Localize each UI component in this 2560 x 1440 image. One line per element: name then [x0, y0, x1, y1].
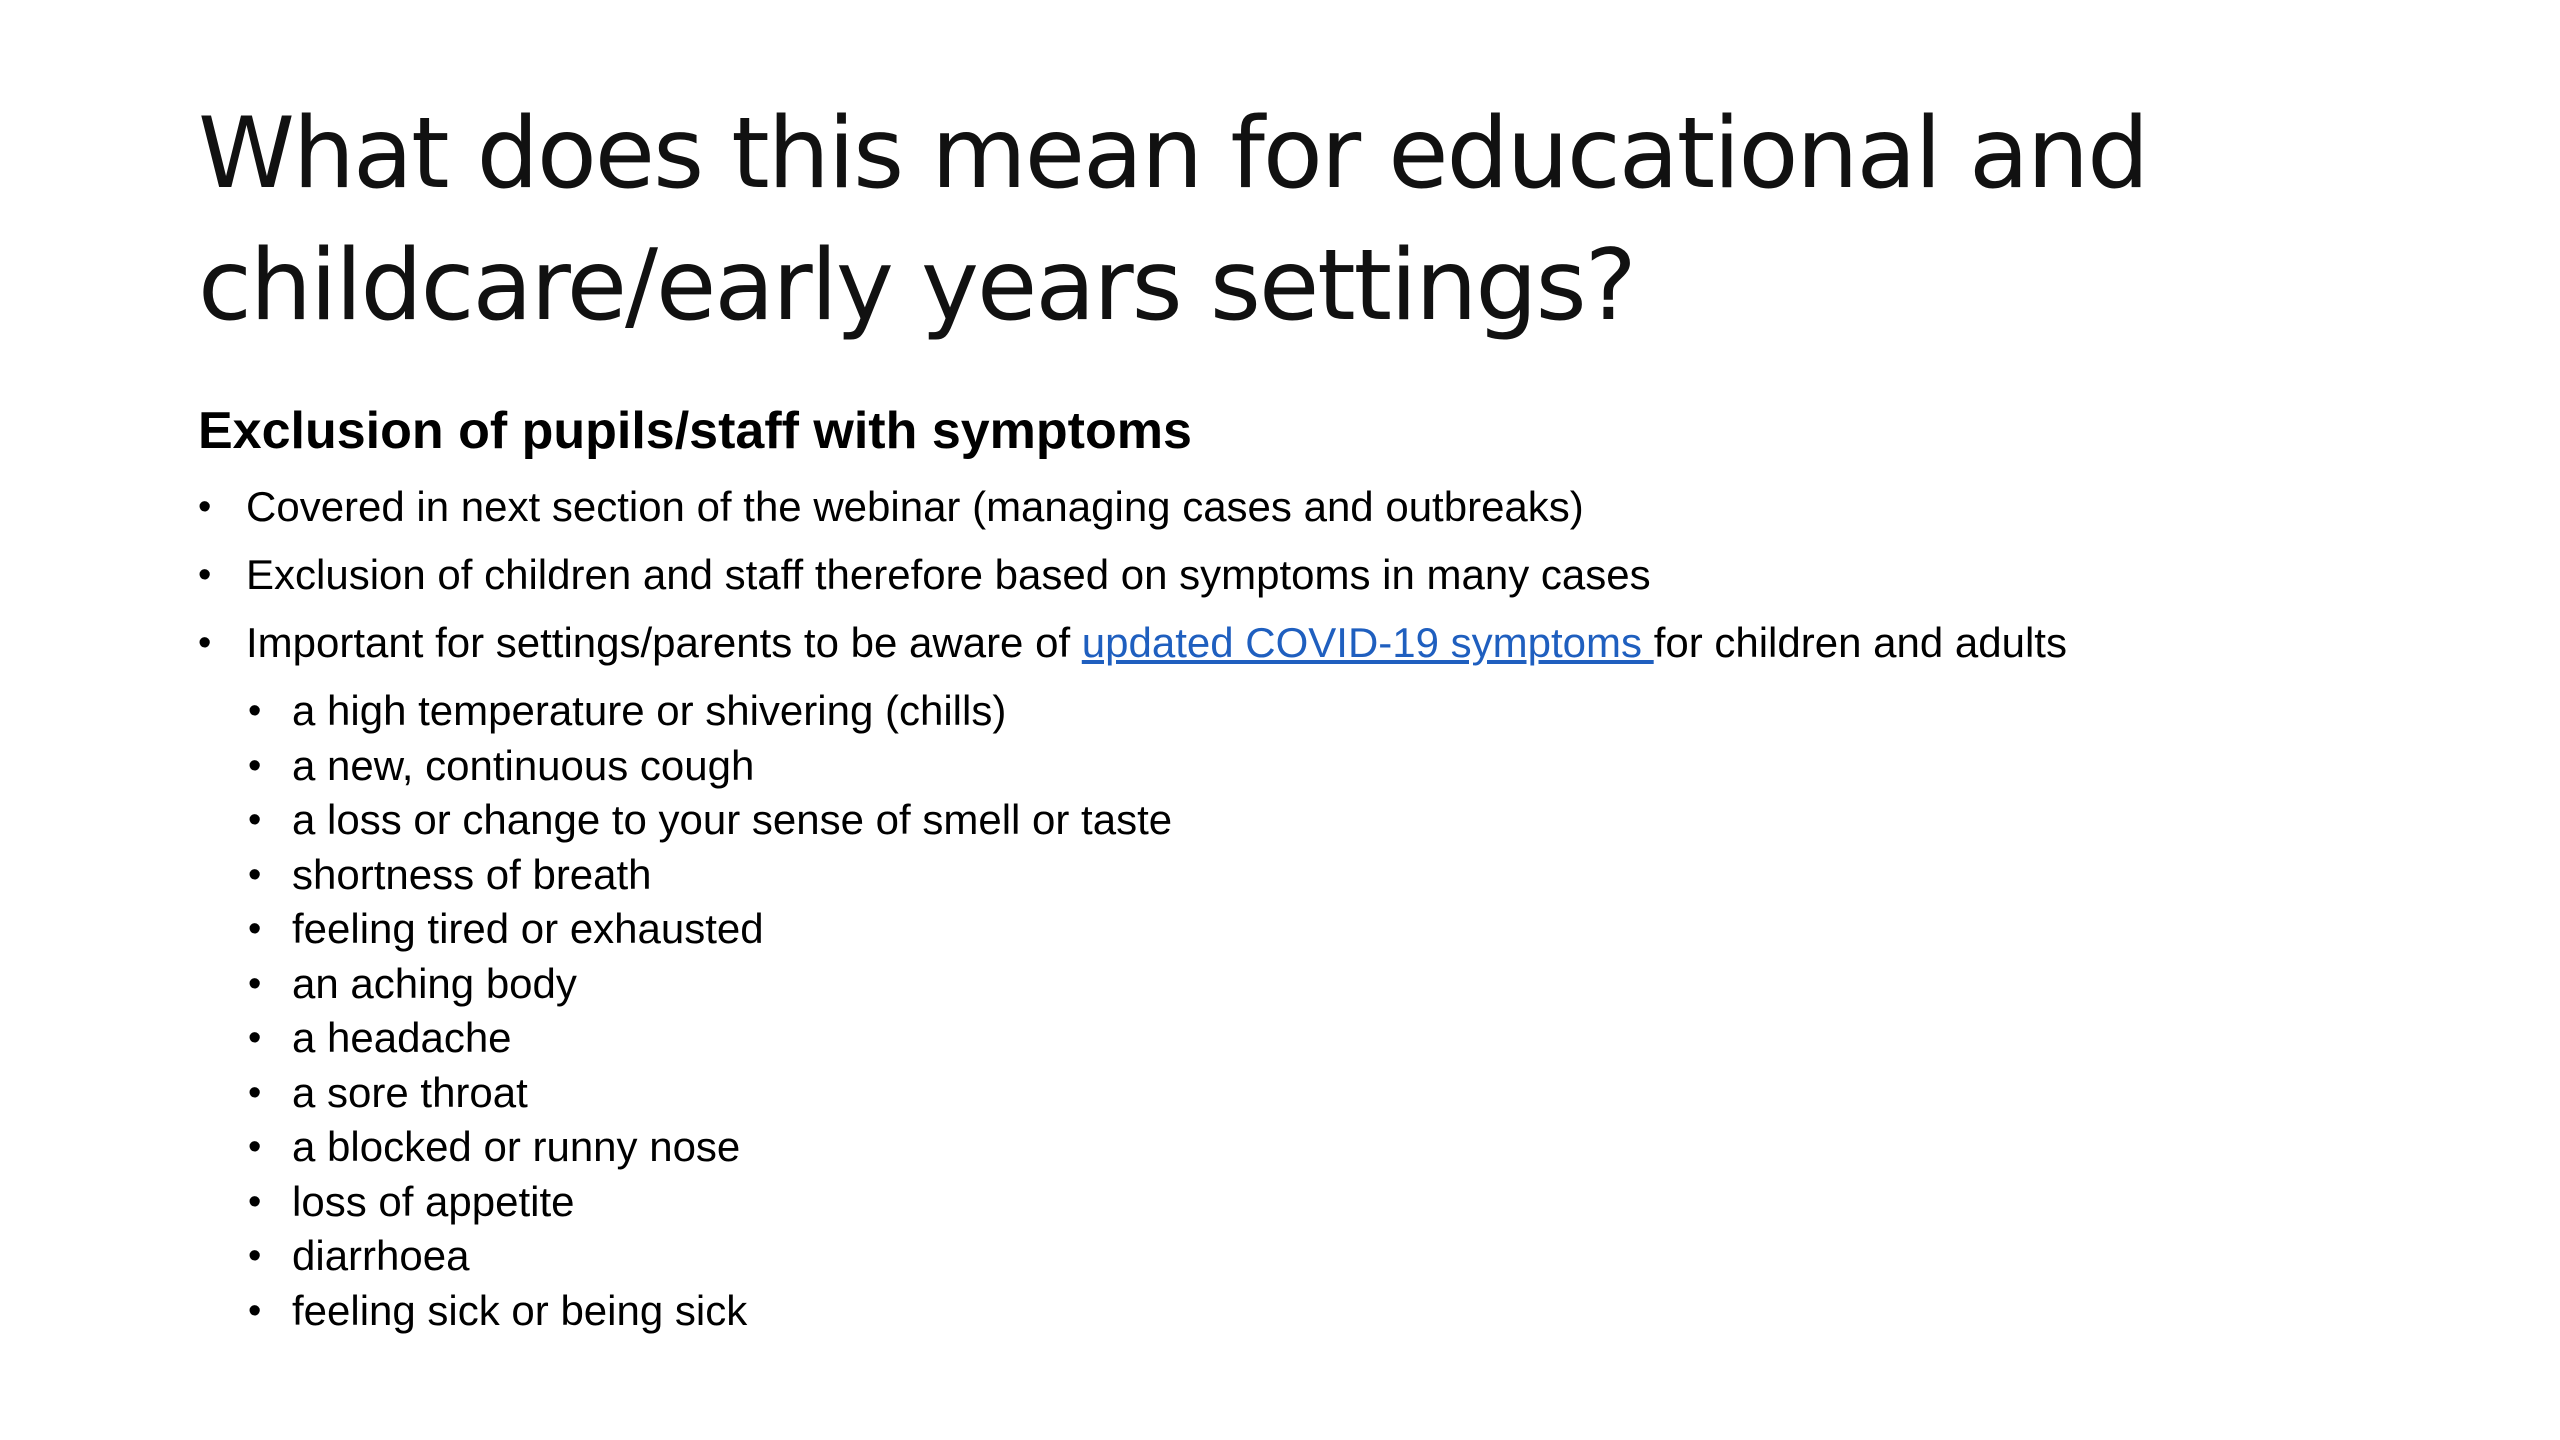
bullet-text-after-link: for children and adults [1653, 619, 2067, 666]
bullet-item: • Exclusion of children and staff therefore based on symptoms in many cases [198, 548, 2478, 602]
bullet-text-before-link: Important for settings/parents to be aware of [246, 619, 1082, 666]
symptom-item: • a headache [248, 1011, 2478, 1066]
bullet-list [198, 480, 2478, 670]
symptom-item: • a sore throat [248, 1066, 2478, 1121]
symptom-item: • a loss or change to your sense of smell or taste [248, 793, 2478, 848]
section-subheading: Exclusion of pupils/staff with symptoms [198, 402, 1192, 460]
symptom-item: • feeling sick or being sick [248, 1284, 2478, 1339]
symptom-list [198, 684, 2478, 1338]
symptom-item: • a high temperature or shivering (chills) [248, 684, 2478, 739]
symptom-item: • shortness of breath [248, 848, 2478, 903]
title-line-2: childcare/early years settings? [198, 229, 1635, 343]
symptom-item: • a blocked or runny nose [248, 1120, 2478, 1175]
title-line-1: What does this mean for educational and [198, 97, 2148, 211]
symptom-item: • a new, continuous cough [248, 739, 2478, 794]
bullet-item [198, 616, 2478, 670]
slide-title [198, 88, 2398, 352]
slide-body [198, 396, 2478, 1338]
symptom-item: • an aching body [248, 957, 2478, 1012]
symptom-item: • loss of appetite [248, 1175, 2478, 1230]
covid-symptoms-link[interactable]: updated COVID-19 symptoms [1081, 619, 1654, 666]
symptom-item: • feeling tired or exhausted [248, 902, 2478, 957]
bullet-item: • Covered in next section of the webinar (managing cases and outbreaks) [198, 480, 2478, 534]
symptom-item: • diarrhoea [248, 1229, 2478, 1284]
